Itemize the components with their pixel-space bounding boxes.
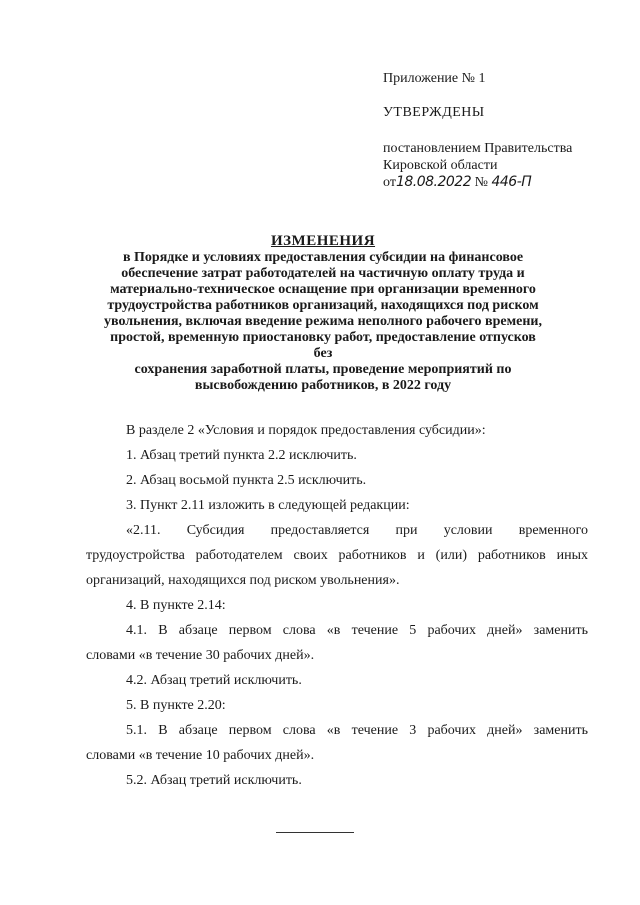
decree-date-number [383, 174, 623, 191]
annex-label: Приложение № 1 [383, 71, 486, 86]
title-line: высвобождению работников, в 2022 году [194, 378, 452, 393]
date-prefix: от [383, 175, 396, 190]
item-4-1-continuation: словами «в течение 30 рабочих дней». [86, 648, 315, 663]
handwritten-number: 446-П [491, 174, 532, 190]
decree-line-2: Кировской области [383, 158, 498, 173]
approved-label: УТВЕРЖДЕНЫ [383, 105, 485, 120]
intro-paragraph: В разделе 2 «Условия и порядок предоставления субсидии»: [126, 423, 486, 438]
document-body [86, 418, 588, 793]
number-prefix: № [474, 175, 488, 190]
title-line: материально-техническое оснащение при организации временного [110, 282, 536, 297]
title-line: трудоустройства работников организаций, находящихся под риском [107, 298, 539, 313]
item-4: 4. В пункте 2.14: [126, 598, 226, 613]
item-4-2: 4.2. Абзац третий исключить. [126, 673, 302, 688]
title-line: в Порядке и условиях предоставления субсидии на финансовое [122, 250, 524, 265]
item-2: 2. Абзац восьмой пункта 2.5 исключить. [126, 473, 367, 488]
item-5: 5. В пункте 2.20: [126, 698, 226, 713]
item-1: 1. Абзац третий пункта 2.2 исключить. [126, 448, 357, 463]
item-3: 3. Пункт 2.11 изложить в следующей редакции: [126, 498, 410, 513]
document-title [100, 233, 546, 394]
title-line: простой, временную приостановку работ, предоставление отпусков без [110, 330, 536, 361]
decree-line-1: постановлением Правительства [383, 141, 573, 156]
closing-divider [276, 832, 354, 833]
approval-block [383, 70, 623, 191]
title-heading: ИЗМЕНЕНИЯ [270, 233, 376, 249]
item-5-2: 5.2. Абзац третий исключить. [126, 773, 302, 788]
item-5-1-continuation: словами «в течение 10 рабочих дней». [86, 748, 315, 763]
item-5-1-first-line: 5.1. В абзаце первом слова «в течение 3 рабочих дней» заменить [126, 723, 588, 738]
item-4-1-first-line: 4.1. В абзаце первом слова «в течение 5 рабочих дней» заменить [126, 623, 588, 638]
title-line: увольнения, включая введение режима неполного рабочего времени, [104, 314, 542, 329]
quote-continuation: трудоустройства работодателем своих работников и (или) работников иных организаций, находящихся под риском увольнения». [86, 548, 588, 588]
title-line: обеспечение затрат работодателей на частичную оплату труда и [121, 266, 525, 281]
quote-first-line: «2.11. Субсидия предоставляется при условии временного [126, 523, 588, 538]
title-line: сохранения заработной платы, проведение мероприятий по [134, 362, 512, 377]
handwritten-date: 18.08.2022 [395, 174, 472, 190]
